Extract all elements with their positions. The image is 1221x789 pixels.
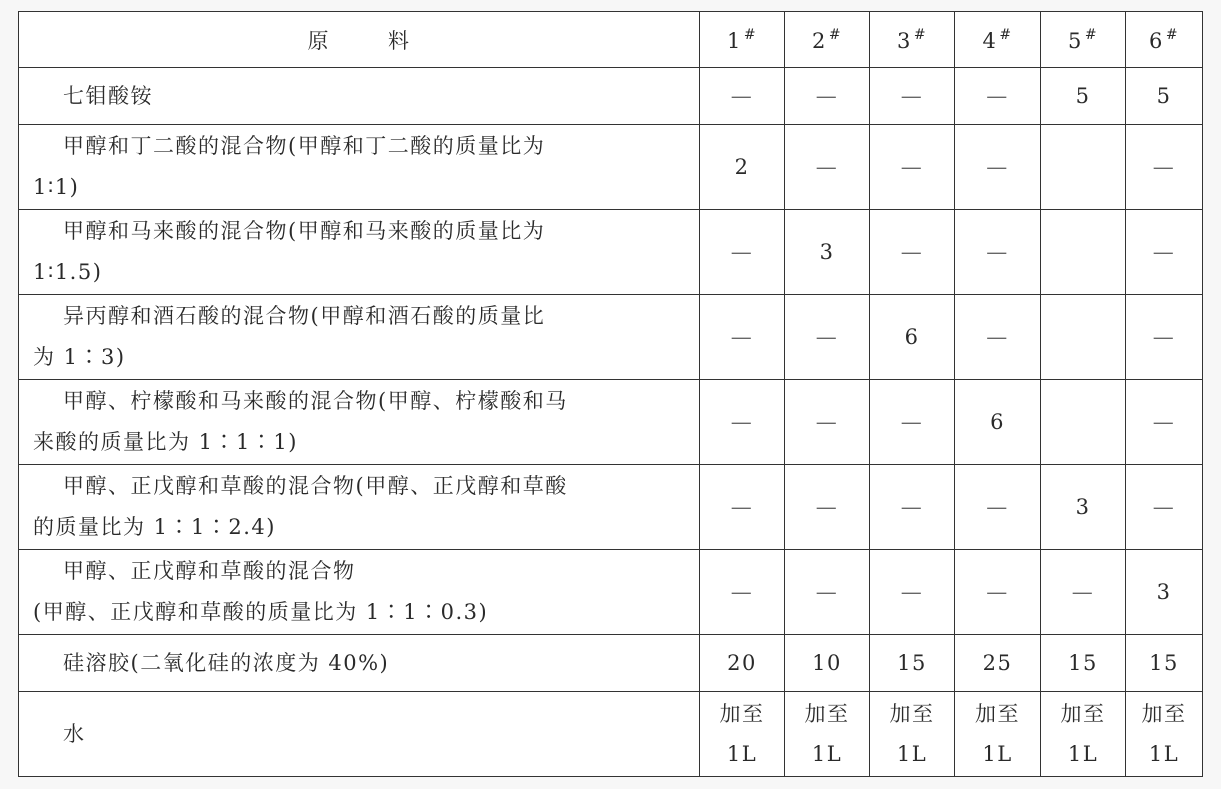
value-cell: [1041, 210, 1126, 295]
value-cell: —: [785, 295, 870, 380]
material-column-header: [19, 12, 700, 68]
value-cell: —: [1126, 380, 1203, 465]
value-cell: —: [785, 550, 870, 635]
material-cell: 甲醇、正戊醇和草酸的混合物 (甲醇、正戊醇和草酸的质量比为 1∶1∶0.3): [19, 550, 700, 635]
value-cell: 3: [1041, 465, 1126, 550]
value-cell: 20: [700, 635, 785, 692]
value-cell: 10: [785, 635, 870, 692]
value-cell: —: [955, 68, 1041, 125]
value-cell: 6: [955, 380, 1041, 465]
formulation-table: [18, 11, 1203, 777]
material-cell: 七钼酸铵: [19, 68, 700, 125]
value-cell: 加至 1L: [1041, 692, 1126, 777]
value-cell: 3: [785, 210, 870, 295]
value-cell: 5: [1041, 68, 1126, 125]
material-cell: 水: [19, 692, 700, 777]
value-cell: —: [955, 125, 1041, 210]
value-cell: —: [700, 210, 785, 295]
value-cell: 加至 1L: [700, 692, 785, 777]
table-row: [19, 68, 1203, 125]
value-cell: —: [1041, 550, 1126, 635]
value-cell: 3: [1126, 550, 1203, 635]
value-cell: 5: [1126, 68, 1203, 125]
value-cell: 2: [700, 125, 785, 210]
value-cell: —: [870, 68, 955, 125]
table-row: [19, 465, 1203, 550]
value-cell: —: [1126, 295, 1203, 380]
sample-header-6: 6 #: [1126, 12, 1203, 68]
value-cell: [1041, 380, 1126, 465]
value-cell: —: [955, 295, 1041, 380]
value-cell: —: [870, 380, 955, 465]
sample-header-5: 5 #: [1041, 12, 1126, 68]
table-row: [19, 692, 1203, 777]
sample-header-4: 4 #: [955, 12, 1041, 68]
value-cell: —: [700, 465, 785, 550]
material-cell: 甲醇和丁二酸的混合物(甲醇和丁二酸的质量比为 1∶1): [19, 125, 700, 210]
table-row: [19, 125, 1203, 210]
value-cell: —: [1126, 125, 1203, 210]
table-row: [19, 210, 1203, 295]
table-row: [19, 550, 1203, 635]
value-cell: —: [785, 125, 870, 210]
value-cell: —: [955, 465, 1041, 550]
value-cell: 6: [870, 295, 955, 380]
value-cell: 15: [870, 635, 955, 692]
sample-header-1: 1 #: [700, 12, 785, 68]
value-cell: —: [870, 550, 955, 635]
material-cell: 甲醇、柠檬酸和马来酸的混合物(甲醇、柠檬酸和马 来酸的质量比为 1∶1∶1): [19, 380, 700, 465]
value-cell: —: [870, 210, 955, 295]
material-header-char-1: 原: [307, 28, 330, 53]
value-cell: —: [870, 125, 955, 210]
value-cell: 加至 1L: [870, 692, 955, 777]
header-row: [19, 12, 1203, 68]
value-cell: —: [870, 465, 955, 550]
sample-header-2: 2 #: [785, 12, 870, 68]
value-cell: 15: [1041, 635, 1126, 692]
value-cell: —: [955, 210, 1041, 295]
material-cell: 甲醇和马来酸的混合物(甲醇和马来酸的质量比为 1∶1.5): [19, 210, 700, 295]
material-header-char-2: 料: [388, 28, 411, 53]
value-cell: —: [700, 380, 785, 465]
value-cell: —: [955, 550, 1041, 635]
table-row: [19, 380, 1203, 465]
value-cell: [1041, 295, 1126, 380]
value-cell: —: [785, 380, 870, 465]
value-cell: 加至 1L: [1126, 692, 1203, 777]
value-cell: —: [700, 550, 785, 635]
table-row: [19, 635, 1203, 692]
value-cell: 25: [955, 635, 1041, 692]
sample-header-3: 3 #: [870, 12, 955, 68]
value-cell: 15: [1126, 635, 1203, 692]
value-cell: 加至 1L: [785, 692, 870, 777]
material-cell: 异丙醇和酒石酸的混合物(甲醇和酒石酸的质量比 为 1∶3): [19, 295, 700, 380]
value-cell: —: [785, 68, 870, 125]
table-row: [19, 295, 1203, 380]
value-cell: —: [1126, 465, 1203, 550]
value-cell: [1041, 125, 1126, 210]
value-cell: —: [1126, 210, 1203, 295]
value-cell: —: [785, 465, 870, 550]
material-cell: 甲醇、正戊醇和草酸的混合物(甲醇、正戊醇和草酸 的质量比为 1∶1∶2.4): [19, 465, 700, 550]
material-cell: 硅溶胶(二氧化硅的浓度为 40%): [19, 635, 700, 692]
value-cell: —: [700, 295, 785, 380]
value-cell: —: [700, 68, 785, 125]
value-cell: 加至 1L: [955, 692, 1041, 777]
